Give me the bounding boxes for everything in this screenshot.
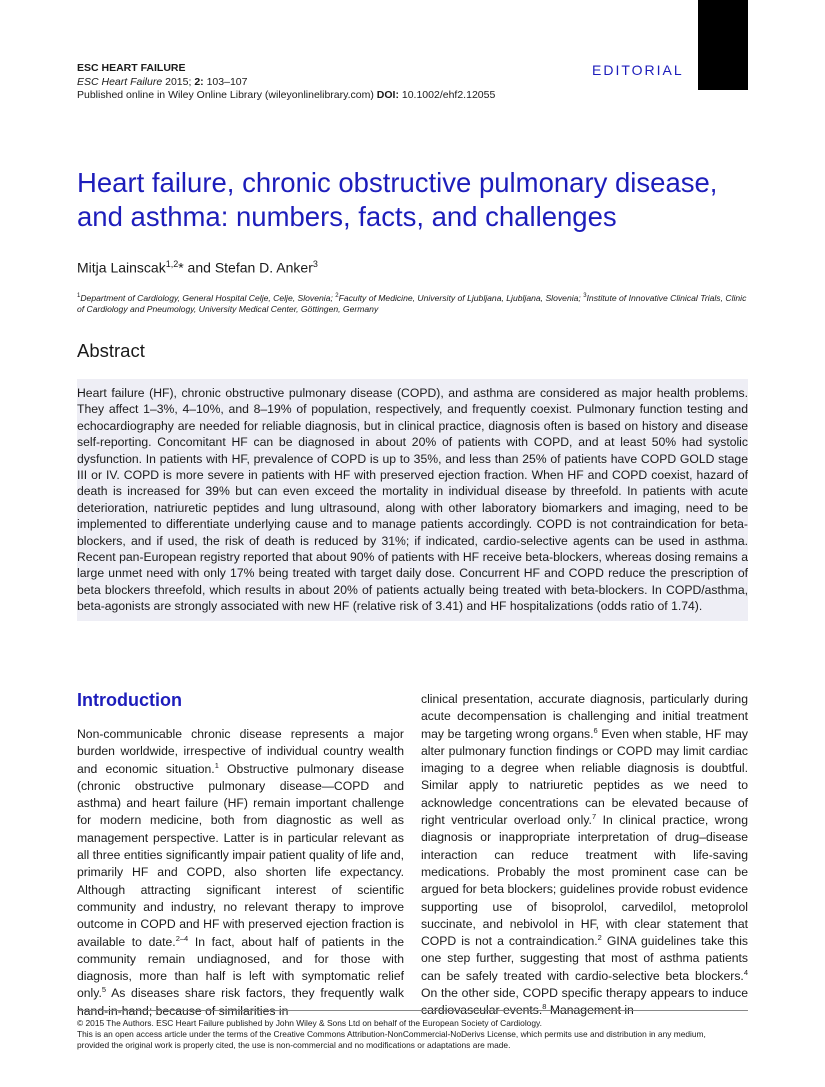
title-line-2: and asthma: numbers, facts, and challenges xyxy=(77,201,617,232)
citation-ref[interactable]: 4 xyxy=(743,967,748,977)
intro-text: clinical presentation, accurate diagnosis, particularly during acute decompensation is challenging and initial treatment may be targeting wrong organs. xyxy=(421,692,748,741)
affiliations xyxy=(77,291,749,316)
license-footer xyxy=(77,1018,757,1051)
intro-text: In clinical practice, wrong diagnosis or inappropriate interpretation of drug–disease interaction can reduce treatment with life-saving medications. Probably the most prominent case can be argued for beta blockers; guidelines provide robust evidence supporting use of bisoprolol, carvedilol, metoprolol succinate, and nebivolol in HF, with clear statement that COPD is not a contraindication. xyxy=(421,813,748,949)
intro-text: Non-communicable chronic disease represents a major burden worldwide, irrespective of individual country wealth and economic situation. xyxy=(77,727,404,776)
citation-journal: ESC Heart Failure xyxy=(77,75,163,88)
affil-2-num: 2 xyxy=(335,293,339,299)
published-line xyxy=(77,89,495,103)
title-line-1: Heart failure, chronic obstructive pulmonary disease, xyxy=(77,167,718,198)
author-2: Stefan D. Anker xyxy=(214,259,313,276)
author-1-affil: 1,2 xyxy=(165,259,179,269)
author-1: Mitja Lainscak xyxy=(77,259,166,276)
intro-text: GINA guidelines take this one step further, suggesting that most of asthma patients can be safely treated with cardio-selective beta blockers. xyxy=(421,934,748,983)
citation-pages: 103–107 xyxy=(206,75,248,88)
citation-ref[interactable]: 2–4 xyxy=(175,933,189,943)
intro-text: Obstructive pulmonary disease (chronic obstructive pulmonary disease—COPD and asthma) and heart failure (HF) remain important challenge for modern medicine, both from diagnostic as well as management perspective. Latter is in particular relevant as all three entities significantly impair patient quality of life and, primarily HF and COPD, also shorten life expectancy. Although attracting significant interest of scientific community and industry, no relevant therapy to improve outcome in COPD and HF with preserved ejection fraction is available to date. xyxy=(77,761,405,949)
footer-license: This is an open access article under the terms of the Creative Commons Attribution-NonCommercial-NoDerivs License, which permits use and distribution in any medium, xyxy=(77,1029,706,1039)
footer-license-cont: provided the original work is properly cited, the use is non-commercial and no modifications or adaptations are made. xyxy=(77,1040,511,1050)
journal-name: ESC HEART FAILURE xyxy=(77,62,186,74)
intro-text: On the other side, COPD specific therapy appears to induce cardiovascular events. xyxy=(421,986,748,1018)
introduction-heading: Introduction xyxy=(77,690,182,710)
footer-copyright: © 2015 The Authors. ESC Heart Failure published by John Wiley & Sons Ltd on behalf of the European Society of Cardiology. xyxy=(77,1018,542,1028)
citation-ref[interactable]: 6 xyxy=(593,725,598,735)
author-2-affil: 3 xyxy=(312,259,318,269)
intro-text: In fact, about half of patients in the community remain undiagnosed, and for those with diagnosis, more than half is left with symptomatic relief only. xyxy=(77,934,405,1001)
abstract-heading: Abstract xyxy=(77,340,145,361)
citation-ref[interactable]: 5 xyxy=(101,985,107,995)
section-label: EDITORIAL xyxy=(592,62,684,78)
intro-text: Management in xyxy=(546,1003,634,1018)
affil-1-num: 1 xyxy=(77,293,81,299)
journal-header xyxy=(77,62,495,103)
footer-divider xyxy=(77,1010,748,1011)
citation-year: 2015; xyxy=(165,75,192,88)
citation-volume: 2: xyxy=(194,75,204,88)
citation-line xyxy=(77,76,495,90)
intro-text: Even when stable, HF may alter pulmonary function findings or COPD may limit cardiac imaging to a degree when reliable diagnosis is doubtful. Similar apply to natriuretic peptides as we need to acknowledge concentrations can be elevated because of right ventricular overload only. xyxy=(421,726,748,828)
corresponding-mark: * xyxy=(178,259,184,276)
affil-1: Department of Cardiology, General Hospital Celje, Celje, Slovenia; xyxy=(80,292,336,303)
citation-ref[interactable]: 1 xyxy=(214,760,219,770)
citation-ref[interactable]: 8 xyxy=(542,1002,547,1012)
citation-ref[interactable]: 7 xyxy=(591,812,597,822)
author-list xyxy=(77,259,318,276)
body-column-1 xyxy=(77,726,404,1020)
author-and: and xyxy=(183,259,215,276)
corner-tab xyxy=(698,0,748,90)
affil-2: Faculty of Medicine, University of Ljubljana, Ljubljana, Slovenia; xyxy=(338,292,584,303)
body-column-2 xyxy=(421,691,748,1020)
doi-label: DOI: xyxy=(376,89,399,101)
doi-link[interactable]: 10.1002/ehf2.12055 xyxy=(401,89,496,101)
affil-3-num: 3 xyxy=(583,293,587,299)
intro-text: As diseases share risk factors, they frequently walk hand-in-hand; because of similarities in xyxy=(77,986,404,1018)
affil-3: Institute of Innovative Clinical Trials, Clinic of Cardiology and Pneumology, University Medical Center, Göttingen, Germany xyxy=(77,292,747,315)
published-text: Published online in Wiley Online Library (wileyonlinelibrary.com) xyxy=(77,89,374,101)
abstract-text: Heart failure (HF), chronic obstructive pulmonary disease (COPD), and asthma are considered as major health problems. They affect 1–3%, 4–10%, and 8–19% of population, respectively, and frequently coexist. Pulmonary function testing and echocardiography are needed for reliable diagnosis, but in clinical practice, diagnosis often is based on history and disease self-reporting. Concomitant HF can be diagnosed in about 20% of patients with COPD, and at least 50% had systolic dysfunction. In patients with HF, prevalence of COPD is up to 35%, and less than 25% of patients have COPD GOLD stage III or IV. COPD is more severe in patients with HF with preserved ejection fraction. When HF and COPD coexist, hazard of death is increased for 39% but can even exceed the mortality in individual disease by threefold. In patients with acute deterioration, natriuretic peptides and lung ultrasound, along with other laboratory biomarkers and imaging, need to be implemented to differentiate underlying cause and to manage patients accordingly. COPD is not contraindication for beta-blockers, and if used, the risk of death is reduced by 31%; if indicated, cardio-selective agents can be used in asthma. Recent pan-European registry reported that about 90% of patients with HF receive beta-blockers, whereas dosing remains a large unmet need with only 17% being treated with target daily dose. Concurrent HF and COPD reduce the prescription of beta blockers threefold, which results in about 20% of patients actually being treated with beta-blockers. In COPD/asthma, beta-agonists are strongly associated with new HF (relative risk of 3.41) and HF hospitalizations (odds ratio of 1.74). xyxy=(77,386,748,614)
article-title xyxy=(77,166,777,234)
citation-ref[interactable]: 2 xyxy=(597,933,602,943)
